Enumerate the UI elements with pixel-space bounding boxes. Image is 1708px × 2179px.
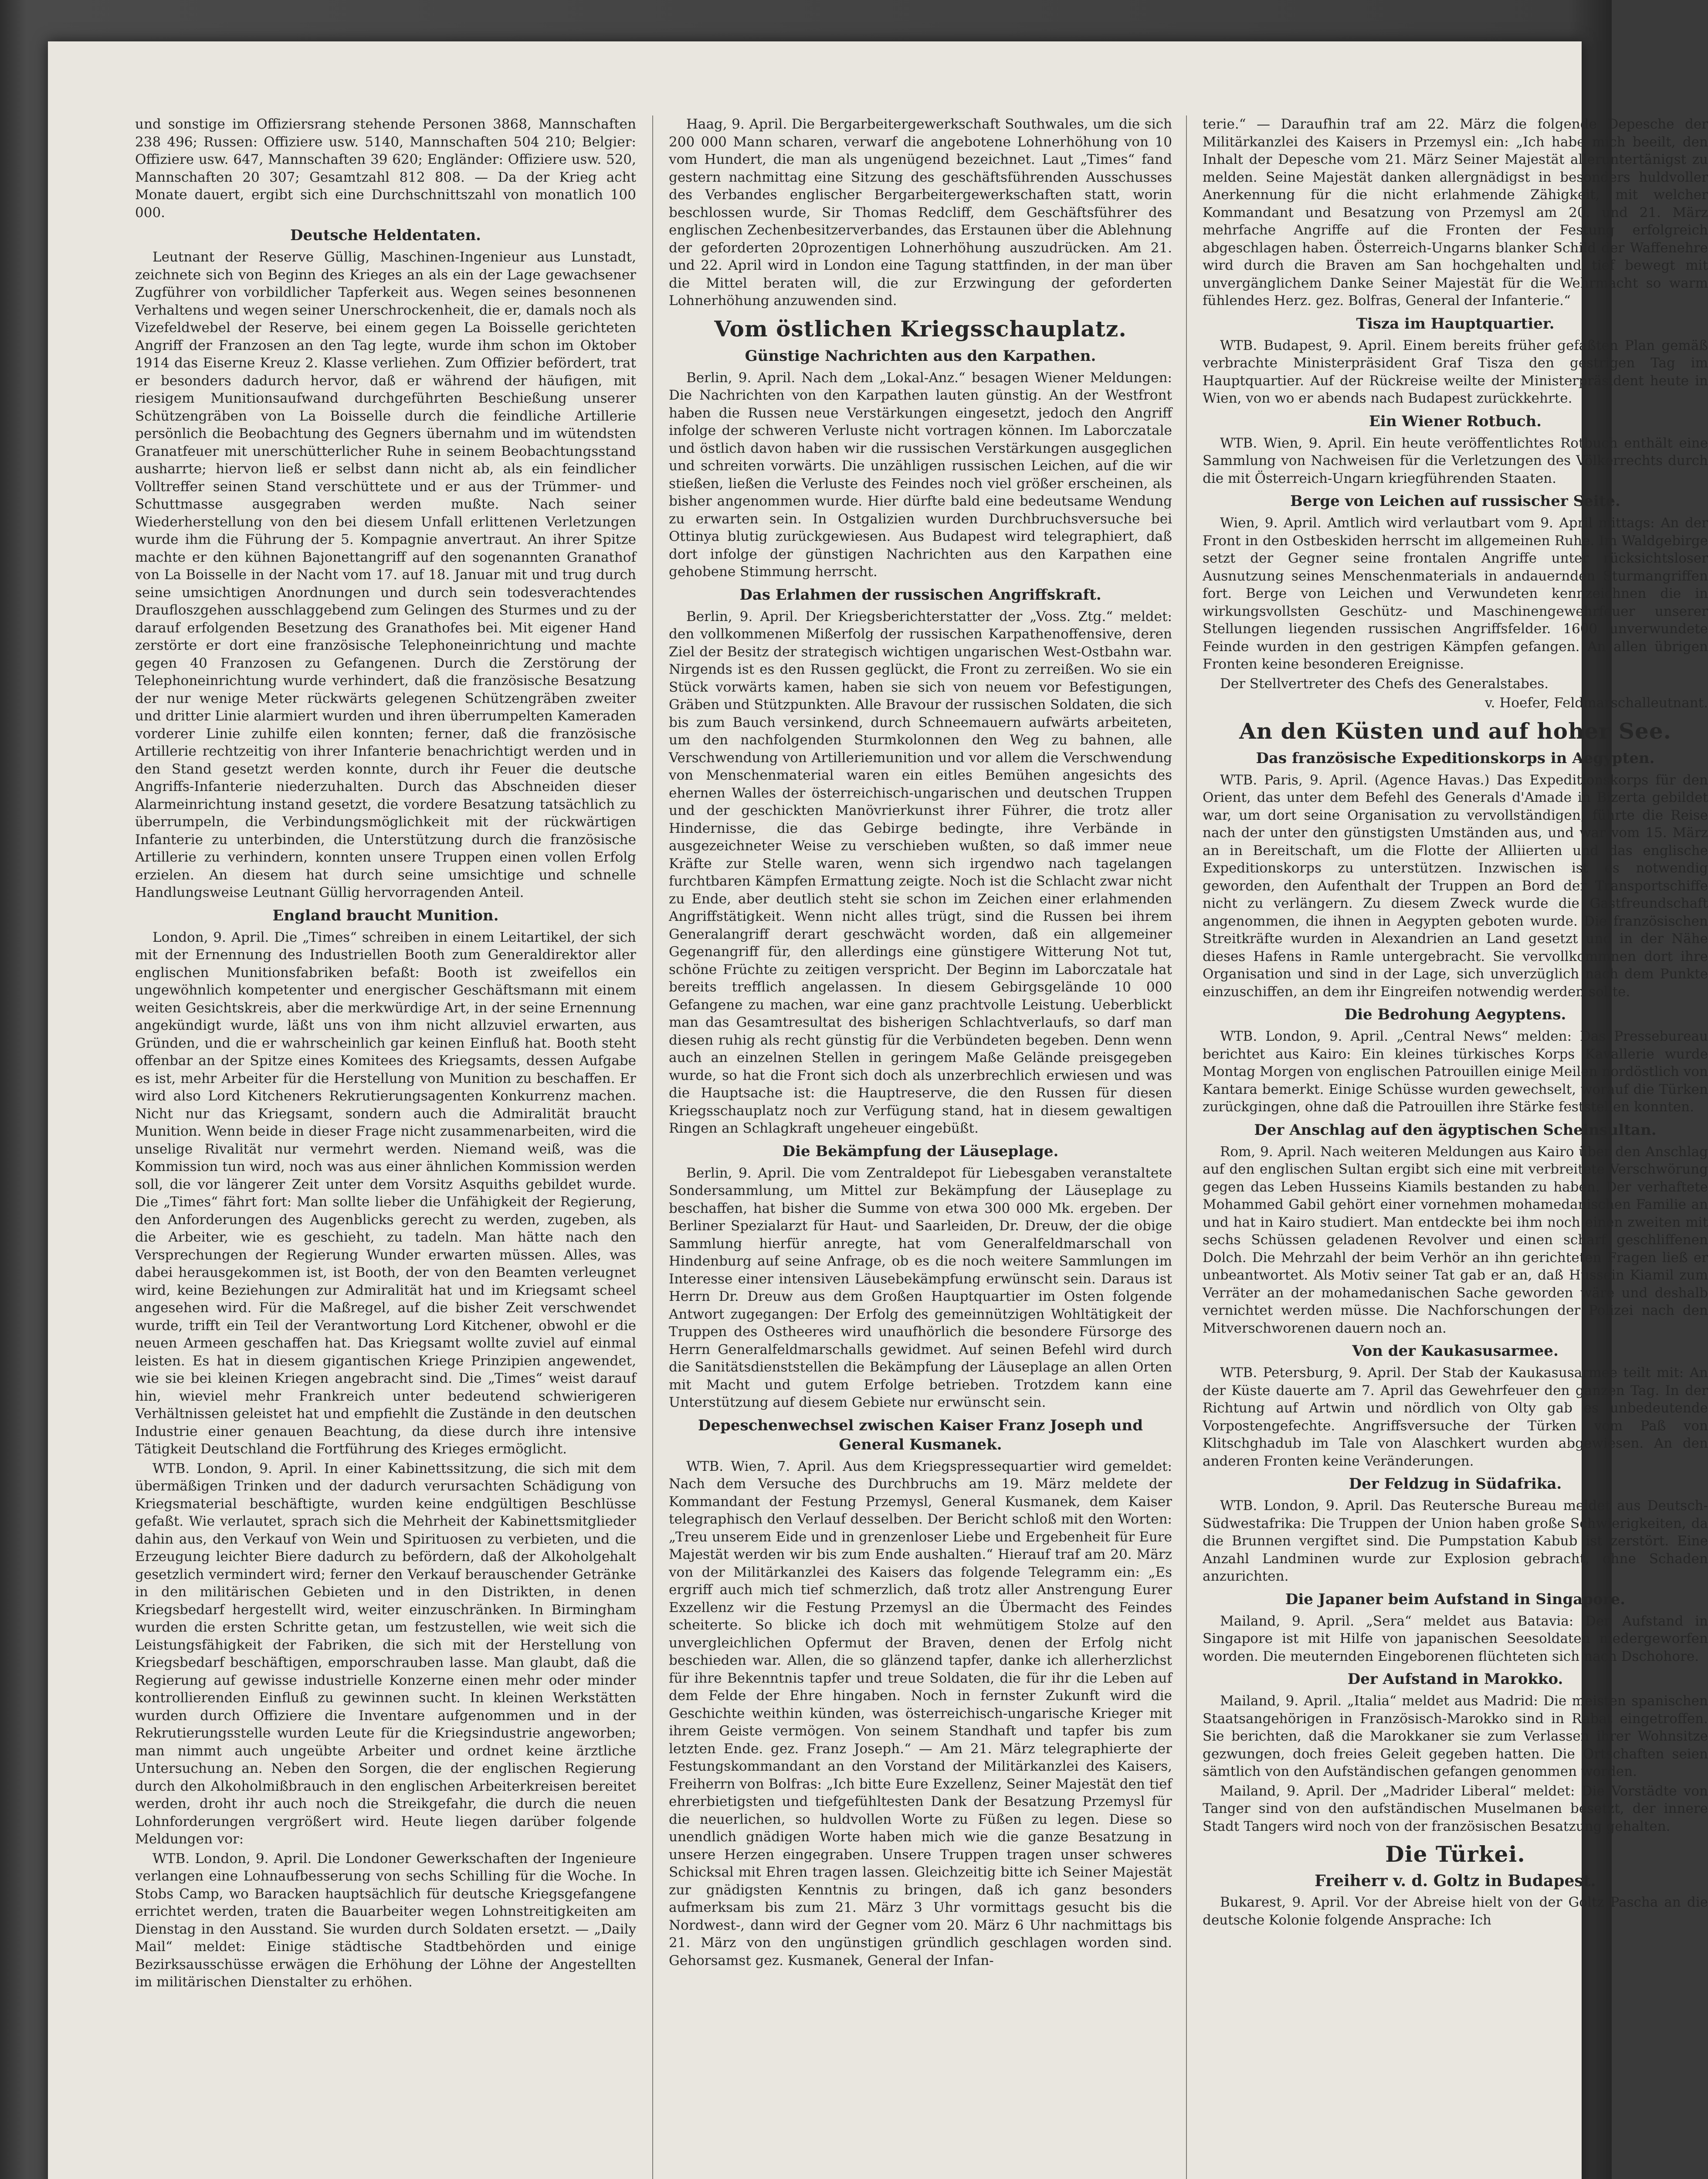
- article-paragraph: Berlin, 9. April. Nach dem „Lokal-Anz.“ besagen Wiener Meldungen: Die Nachrichten von den Karpathen lauten günstig. An der Westfront haben die Russen neue Verstärkungen eingesetzt, jedoch den Angriff infolge der schweren Verluste nicht vortragen können. Im Laborczatale und östlich davon haben wir die russischen Verstärkungen ausgeglichen und schreiten vorwärts. Die unzähligen russischen Leichen, auf die wir stießen, ließen die Verluste des Feindes noch viel größer erscheinen, als bisher angenommen wurde. Hier dürfte bald eine bedeutsame Wendung zu erwarten sein. In Ostgalizien wurden Durchbruchsversuche bei Ottinya blutig zurückgewiesen. Aus Budapest wird telegraphiert, daß dort infolge der günstigen Nachrichten aus den Karpathen eine gehobene Stimmung herrscht.: [669, 370, 1172, 580]
- article-paragraph: terie.“ — Daraufhin traf am 22. März die folgende Depesche der Militärkanzlei des Kaisers in Przemysl ein: „Ich habe mich beeilt, den Inhalt der Depesche vom 21. März Seiner Majestät alleruntertänigst zu melden. Seine Majestät danken allergnädigst in besonders huldvoller Anerkennung für die nicht erlahmende Zähigkeit, mit welcher Kommandant und Besatzung von Przemysl am 20. und 21. März mehrfache Angriffe auf die Fronten der Festung erfolgreich abgeschlagen haben. Österreich-Ungarns blanker Schild der Waffenehre wird durch die Braven am San hochgehalten und tief bewegt mit unvergänglichem Danke Seiner Majestät für die Wehrmacht so warm fühlendes Herz. gez. Bolfras, General der Infanterie.“: [1203, 116, 1708, 309]
- article-headline: Von der Kaukasusarmee.: [1352, 1342, 1559, 1360]
- article-paragraph: WTB. London, 9. April. „Central News“ melden: Das Pressebureau berichtet aus Kairo: Ein kleines türkisches Korps Kavallerie wurde Montag Morgen von englischen Patrouillen einige Meilen nordöstlich von Kantara bemerkt. Einige Schüsse wurden gewechselt, worauf die Türken zurückgingen, ohne daß die Patrouillen ihre Stärke feststellen konnten.: [1203, 1028, 1708, 1115]
- article-headline: Der Anschlag auf den ägyptischen Scheinsultan.: [1254, 1121, 1657, 1139]
- article-headline: Berge von Leichen auf russischer Seite.: [1290, 492, 1620, 510]
- article-paragraph: und sonstige im Offiziersrang stehende Personen 3868, Mannschaften 238 496; Russen: Offiziere usw. 5140, Mannschaften 504 210; Belgier: Offiziere usw. 647, Mannschaften 39 620; Engländer: Offiziere usw. 520, Mannschaften 20 307; Gesamtzahl 812 808. — Da der Krieg acht Monate dauert, ergibt sich eine Durchschnittszahl von monatlich 100 000.: [135, 116, 636, 221]
- section-heading: An den Küsten und auf hoher See.: [1239, 718, 1672, 744]
- article-paragraph: Mailand, 9. April. Der „Madrider Liberal“ meldet: Die Vorstädte von Tanger sind von den aufständischen Muselmanen besetzt, der innere Stadt Tangers wird noch von der französischen Besatzung gehalten.: [1203, 1783, 1708, 1834]
- article-paragraph: Bukarest, 9. April. Vor der Abreise hielt von der Goltz Pascha an die deutsche Kolonie folgende Ansprache: Ich: [1203, 1894, 1708, 1928]
- newspaper-page: [48, 41, 1708, 2179]
- signature-line: v. Hoefer, Feldmarschalleutnant.: [1484, 695, 1708, 711]
- article-headline: England braucht Munition.: [272, 906, 499, 924]
- article-headline: Deutsche Heldentaten.: [290, 227, 481, 244]
- article-headline: Ein Wiener Rotbuch.: [1369, 412, 1542, 430]
- article-headline: Der Feldzug in Südafrika.: [1349, 1475, 1562, 1493]
- article-paragraph: WTB. Wien, 7. April. Aus dem Kriegspressequartier wird gemeldet: Nach dem Versuche des Durchbruchs am 19. März meldete der Kommandant der Festung Przemysl, General Kusmanek, dem Kaiser telegraphisch den Verlauf desselben. Der Bericht schloß mit den Worten: „Treu unserem Eide und in grenzenloser Liebe und Ergebenheit für Eure Majestät werden wir bis zum Ende aushalten.“ Hierauf traf am 20. März von der Militärkanzlei des Kaisers das folgende Telegramm ein: „Es ergriff auch mich tief schmerzlich, daß trotz aller Anstrengung Eurer Exzellenz wir die Festung Przemysl an die Übermacht des Feindes scheiterte. So blicke ich doch mit wehmütigem Stolze auf den unvergleichlichen Opfermut der Braven, denen der Erfolg nicht beschieden war. Allen, die so glänzend tapfer, danke ich allerherzlichst für ihre Bekenntnis tapfer und treue Soldaten, die für ihr die Leben auf dem Felde der Ehre hingaben. Noch in fernster Zukunft wird die Geschichte weithin künden, was österreichisch-ungarische Krieger mit ihrem Geiste vermögen. Von seinem Standhaft und tapfer bis zum letzten Ende. gez. Franz Joseph.“ — Am 21. März telegraphierte der Festungskommandant an den Vorstand der Militärkanzlei des Kaisers, Freiherrn von Bolfras: „Ich bitte Eure Exzellenz, Seiner Majestät den tief ehrerbietigsten und tiefgefühltesten Dank der Besatzung Przemysl für die neuerlichen, so huldvollen Worte zu Füßen zu legen. Diese so unendlich gnädigen Worte haben mich wie die ganze Besatzung in unsere Herzen eingegraben. Unsere Truppen tragen unser schweres Schicksal mit Ehren tragen lassen. Gleichzeitig bitte ich Seiner Majestät zur gnädigsten Kenntnis zu bringen, daß ich ganz besonders aufmerksam bis zum 21. März 3 Uhr vormittags gesucht bis die Nordwest-, dann wird der Gegner vom 20. März 6 Uhr nachmittags bis 21. März von den ungünstigen gründlich geschlagen worden sind. Gehorsamst gez. Kusmanek, General der Infan-: [669, 1458, 1172, 1969]
- column-3: [1203, 115, 1708, 2179]
- article-paragraph: WTB. London, 9. April. Das Reutersche Bureau meldet aus Deutsch-Südwestafrika: Die Truppen der Union haben große Schwierigkeiten, da die Brunnen vergiftet sind. Die Pumpstation Kabub ist zerstört. Eine Anzahl Landminen wurde zur Explosion gebracht, ohne Schaden anzurichten.: [1203, 1498, 1708, 1584]
- article-paragraph: WTB. Paris, 9. April. (Agence Havas.) Das Expeditionskorps für den Orient, das unter dem Befehl des Generals d'Amade in Bizerta gebildet war, um dort seine Organisation zu vervollständigen, führte die Reise nach der unter den günstigsten Umständen aus, und war vom 15. März an in Bereitschaft, um die Flotte der Alliierten und das englische Expeditionskorps zu unterstützen. Inzwischen ist es notwendig geworden, den Aufenthalt der Truppen an Bord der Transportschiffe nicht zu verlängern. Zu diesem Zweck wurde die Gastfreundschaft angenommen, die ihnen in Aegypten geboten wurde. Die französischen Streitkräfte wurden in Alexandrien an Land gesetzt und in der Nähe dieses Hafens in Ramle untergebracht. Sie vervollkommnen dort ihre Organisation und sind in der Lage, sich unverzüglich nach dem Punkte einzuschiffen, an dem ihr Eingreifen notwendig werden sollte.: [1203, 772, 1708, 1000]
- article-headline: Die Bedrohung Aegyptens.: [1344, 1006, 1566, 1023]
- article-headline: Freiherr v. d. Goltz in Budapest.: [1315, 1872, 1596, 1890]
- column-1: [135, 115, 636, 2179]
- article-headline: Der Aufstand in Marokko.: [1347, 1670, 1563, 1688]
- article-paragraph: Leutnant der Reserve Güllig, Maschinen-Ingenieur aus Lunstadt, zeichnete sich von Beginn des Krieges an als ein der Lage gewachsener Zugführer von vorbildlicher Tapferkeit aus. Wegen seines besonnenen Verhaltens und wegen seiner Unerschrockenheit, die er, damals noch als Vizefeldwebel der Reserve, bei einem gegen La Boisselle gerichteten Angriff der Franzosen an den Tag legte, wurde ihm schon im Oktober 1914 das Eiserne Kreuz 2. Klasse verliehen. Zum Offizier befördert, trat er besonders dadurch hervor, daß er während der häufigen, mit riesigem Munitionsaufwand durchgeführten Beschießung unserer Schützengräben von La Boisselle durch die feindliche Artillerie persönlich die Beobachtung des Gegners übernahm und im wütendsten Granatfeuer mit unerschütterlicher Ruhe in seinem Beobachtungsstand ausharrte; hiervon ließ er selbst dann nicht ab, als ein feindlicher Volltreffer seinen Stand verschüttete und er aus der Trümmer- und Schuttmasse ausgegraben werden mußte. Nach seiner Wiederherstellung von den bei diesem Unfall erlittenen Verletzungen wurde ihm die Führung der 5. Kompagnie anvertraut. An ihrer Spitze machte er den kühnen Bajonettangriff auf den sogenannten Granathof von La Boisselle in der Nacht vom 17. auf 18. Januar mit und trug durch seine umsichtigen Anordnungen und durch sein todesverachtendes Draufloszgehen ausschlaggebend zum Gelingen des Sturmes und zu der darauf erfolgenden Besetzung des Granathofes bei. Mit eigener Hand zerstörte er dort eine französische Telephoneinrichtung und machte gegen 40 Franzosen zu Gefangenen. Durch die Zerstörung der Telephoneinrichtung wurde verhindert, daß die französische Besatzung der nur wenige Meter rückwärts gelegenen Schützengräben zweiter und dritter Linie alarmiert wurden und ihren überrumpelten Kameraden vorderer Linie zuhilfe eilen konnten; ferner, daß die französische Artillerie rechtzeitig von ihrer Infanterie benachrichtigt werden und in den Stand gesetzt werden konnte, durch ihr Feuer die deutsche Angriffs-Infanterie niederzuhalten. Durch das Abschneiden dieser Alarmeinrichtung instand gesetzt, die vordere Besatzung tatsächlich zu überrumpeln, die Verbindungsmöglichkeit mit der rückwärtigen Infanterie zu unterbinden, die Unterstützung durch die französische Artillerie zu verhindern, konnten unsere Truppen einen vollen Erfolg erzielen. An diesem hat durch seine umsichtige und schnelle Handlungsweise Leutnant Güllig hervorragenden Anteil.: [135, 249, 636, 900]
- article-paragraph: Mailand, 9. April. „Italia“ meldet aus Madrid: Die meisten spanischen Staatsangehörigen in Französisch-Marokko sind in Rabat eingetroffen. Sie berichten, daß die Marokkaner sie zum Verlassen ihrer Wohnsitze gezwungen, doch freies Geleit gegeben hatten. Die Ortschaften seien sämtlich von den Aufständischen gefangen genommen worden.: [1203, 1693, 1708, 1779]
- article-paragraph: Der Stellvertreter des Chefs des Generalstabes.: [1220, 675, 1549, 692]
- article-paragraph: London, 9. April. Die „Times“ schreiben in einem Leitartikel, der sich mit der Ernennung des Industriellen Booth zum Generaldirektor aller englischen Munitionsfabriken befaßt: Booth ist zweifellos ein ungewöhnlich kompetenter und energischer Geschäftsmann mit einem weiten Gesichtskreis, aber die merkwürdige Art, in der seine Ernennung angekündigt wurde, läßt uns von ihm nicht allzuviel erwarten, aus Gründen, und die er wahrscheinlich gar keinen Einfluß hat. Booth steht offenbar an der Spitze eines Komitees des Kriegsamts, dessen Aufgabe es ist, mehr Arbeiter für die Herstellung von Munition zu beschaffen. Er wird also Lord Kitcheners Rekrutierungsagenten Konkurrenz machen. Nicht nur das Kriegsamt, sondern auch die Admiralität braucht Munition. Wenn beide in dieser Frage nicht zusammenarbeiten, wird die unselige Rivalität nur vermehrt werden. Niemand weiß, was die Kommission tun wird, noch was aus einer ähnlichen Kommission werden soll, die vor längerer Zeit unter dem Vorsitz Asquiths gebildet wurde. Die „Times“ fährt fort: Man sollte lieber die Unfähigkeit der Regierung, den Anforderungen des Augenblicks gerecht zu werden, zugeben, als die Arbeiter, wie es geschieht, zu tadeln. Man hätte nach den Versprechungen der Regierung Wunder erwarten müssen. Alles, was dabei herausgekommen ist, ist Booth, der von den Beamten verleugnet wird, keine Beziehungen zur Admiralität hat und im Kriegsamt scheel angesehen wird. Für die Maßregel, auf die bisher Zeit verschwendet wurde, trifft ein Teil der Verantwortung Lord Kitchener, obwohl er die neuen Armeen geschaffen hat. Das Kriegsamt wollte zuviel auf einmal leisten. Es hat in diesem gigantischen Kriege Prinzipien angewendet, wie sie bei kleinen Kriegen angebracht sind. Die „Times“ weist darauf hin, wieviel mehr Frankreich unter bedeutend schwierigeren Verhältnissen geleistet hat und empfiehlt die Zustände in den deutschen Industrie einer genauen Beachtung, da diese durch ihre intensive Tätigkeit Deutschland die Fortführung des Krieges ermöglicht.: [135, 929, 636, 1457]
- article-headline: Tisza im Hauptquartier.: [1356, 315, 1555, 333]
- article-paragraph: Wien, 9. April. Amtlich wird verlautbart vom 9. April mittags: An der Front in den Ostbeskiden herrscht im allgemeinen Ruhe. Im Waldgebirge setzt der Gegner seine frontalen Angriffe unter rücksichtsloser Ausnutzung seines Menschenmaterials in andauernden Sturmangriffen fort. Berge von Leichen und Verwundeten kennzeichnen die in wirkungsvollsten Geschütz- und Maschinengewehrfeuer unserer Stellungen liegenden russischen Angriffsfelder. 1600 unverwundete Feinde wurden in den gestrigen Kämpfen gefangen. An allen übrigen Fronten keine besonderen Ereignisse.: [1203, 515, 1708, 672]
- article-paragraph: Berlin, 9. April. Die vom Zentraldepot für Liebesgaben veranstaltete Sondersammlung, um Mittel zur Bekämpfung der Läuseplage zu beschaffen, hat bisher die Summe von etwa 300 000 Mk. ergeben. Der Berliner Spezialarzt für Haut- und Saarleiden, Dr. Dreuw, der die obige Sammlung hierfür anregte, hat vom Generalfeldmarschall von Hindenburg auf seine Anfrage, ob es die noch weitere Sammlungen im Interesse einer intensiven Läusebekämpfung erwünscht sein. Daraus ist Herrn Dr. Dreuw aus dem Großen Hauptquartier im Osten folgende Antwort zugegangen: Der Erfolg des gemeinnützigen Wohltätigkeit der Truppen des Ostheeres wird unaufhörlich die besondere Fürsorge des Herrn Generalfeldmarschalls gewidmet. Auf seinen Befehl wird durch die Sanitätsdienststellen die Bekämpfung der Läuseplage an allen Orten mit Macht und gutem Erfolge betrieben. Trotzdem kann eine Unterstützung auf diesem Gebiete nur erwünscht sein.: [669, 1165, 1172, 1410]
- article-paragraph: WTB. Wien, 9. April. Ein heute veröffentlichtes Rotbuch enthält eine Sammlung von Nachweisen für die Verletzungen des Völkerrechts durch die mit Österreich-Ungarn kriegführenden Staaten.: [1203, 435, 1708, 486]
- article-paragraph: Mailand, 9. April. „Sera“ meldet aus Batavia: Der Aufstand in Singapore ist mit Hilfe von japanischen Seesoldaten niedergeworfen worden. Die meuternden Eingeborenen flüchteten sich nach Dschohore.: [1203, 1613, 1708, 1664]
- article-headline: Depeschenwechsel zwischen Kaiser Franz Joseph und General Kusmanek.: [698, 1416, 1143, 1453]
- section-heading: Die Türkei.: [1385, 1841, 1525, 1867]
- article-headline: Das Erlahmen der russischen Angriffskraft.: [739, 586, 1101, 604]
- article-paragraph: Berlin, 9. April. Der Kriegsberichterstatter der „Voss. Ztg.“ meldet: den vollkommenen Mißerfolg der russischen Karpathenoffensive, deren Ziel der Besitz der strategisch wichtigen ungarischen West-Ostbahn war. Nirgends ist es den Russen geglückt, die Front zu zerreißen. Wo sie ein Stück vorwärts kamen, haben sie sich von neuem vor Befestigungen, Gräben und Stützpunkten. Alle Bravour der russischen Soldaten, die sich bis zum Bauch versinkend, durch Schneemauern aufwärts arbeiteten, um den nachfolgenden Sturmkolonnen den Weg zu bahnen, alle Verschwendung von Artilleriemunition und vor allem die Verschwendung von Menschenmaterial waren ein eitles Bemühen angesichts des ehernen Walles der österreichisch-ungarischen und deutschen Truppen und der geschickten Manövrierkunst ihrer Führer, die trotz aller Hindernisse, die das Gebirge bedingte, ihre Verbände in ausgezeichneter Weise zu verschieben wußten, so daß immer neue Kräfte zur Stelle waren, wenn sich irgendwo nach tagelangen furchtbaren Kämpfen Ermattung zeigte. Noch ist die Schlacht zwar nicht zu Ende, aber deutlich steht sie schon im Zeichen einer erlahmenden Angriffstätigkeit. Wenn nicht alles trügt, sind die Russen bei ihrem Generalangriff derart geschwächt worden, daß ein allgemeiner Gegenangriff für, den allerdings eine günstigere Witterung Not tut, schöne Früchte zu zeitigen verspricht. Der Beginn im Laborczatale hat bereits trefflich angelassen. In diesem Gebirgsgelände 10 000 Gefangene zu machen, war eine ganz prachtvolle Leistung. Ueberblickt man das Gesamtresultat des bisherigen Schlachtverlaufs, so darf man diesen ruhig als recht günstig für die Verbündeten begeben. Denn wenn auch an einzelnen Stellen in geringem Maße Gelände preisgegeben wurde, so hat die Front sich doch als unzerbrechlich erwiesen und was die Hauptsache ist: die Hauptreserve, die den Russen für diesen Kriegsschauplatz noch zur Verfügung stand, hat in diesem gewaltigen Ringen an Schlagkraft ungeheuer eingebüßt.: [669, 608, 1173, 1136]
- section-heading: Vom östlichen Kriegsschauplatz.: [714, 316, 1127, 342]
- article-paragraph: WTB. London, 9. April. Die Londoner Gewerkschaften der Ingenieure verlangen eine Lohnaufbesserung von sechs Schilling für die Woche. In Stobs Camp, wo Baracken hauptsächlich für deutsche Kriegsgefangene errichtet werden, traten die Bauarbeiter wegen Lohnstreitigkeiten am Dienstag in den Ausstand. Sie wurden durch Soldaten ersetzt. — „Daily Mail“ meldet: Einige städtische Stadtbehörden und einige Bezirksausschüsse erwägen die Erhöhung der Löhne der Angestellten im militärischen Dienstalter zu erhöhen.: [135, 1850, 636, 1990]
- article-paragraph: Haag, 9. April. Die Bergarbeitergewerkschaft Southwales, um die sich 200 000 Mann scharen, verwarf die angebotene Lohnerhöhung von 10 vom Hundert, die man als ungenügend bezeichnet. Laut „Times“ fand gestern nachmittag eine Sitzung des geschäftsführenden Ausschusses des Verbandes englischer Bergarbeitergewerkschaften statt, worin beschlossen wurde, Sir Thomas Redcliff, dem Geschäftsführer des englischen Zechenbesitzerverbandes, das Erstaunen über die Ablehnung der geforderten 20prozentigen Lohnerhöhung auszudrücken. Am 21. und 22. April wird in London eine Tagung stattfinden, in der man über die Mittel beraten will, die zur Erzwingung der geforderten Lohnerhöhung anzuwenden sind.: [669, 116, 1172, 309]
- column-rule: [1186, 115, 1187, 2179]
- article-paragraph: WTB. London, 9. April. In einer Kabinettssitzung, die sich mit dem übermäßigen Trinken und der dadurch verursachten Schädigung von Kriegsmaterial beschäftigte, wurden keine endgültigen Beschlüsse gefaßt. Wie verlautet, sprach sich die Mehrheit der Kabinettsmitglieder dahin aus, den Verkauf von Wein und Spirituosen zu verbieten, und die Erzeugung leichter Biere dadurch zu befördern, daß der Alkoholgehalt gesetzlich vermindert wird; ferner den Verkauf berauschender Getränke in den militärischen Gebieten und in den Distrikten, in denen Kriegsbedarf hergestellt wird, weiter einzuschränken. In Birmingham wurden die ersten Schritte getan, um festzustellen, wie weit sich die Leistungsfähigkeit der Fabriken, die sich mit der Herstellung von Kriegsbedarf beschäftigen, emporschrauben lasse. Man glaubt, daß die Regierung auf gewisse industrielle Konzerne einen mehr oder minder kontrollierenden Einfluß zu gewinnen sucht. In kleinen Werkstätten wurden durch Offiziere die Inventare aufgenommen und in der Rekrutierungsstelle wurden Leute für die Kriegsindustrie angeworben; man nimmt auch ungeübte Arbeiter und ordnet keine ärztliche Untersuchung an. Neben den Sorgen, die der englischen Regierung durch den Alkoholmißbrauch in den englischen Arbeiterkreisen bereitet werden, droht ihr auch noch die Streikgefahr, die durch die neuen Lohnforderungen vergrößert wird. Heute liegen darüber folgende Meldungen vor:: [135, 1460, 636, 1847]
- article-headline: Das französische Expeditionskorps in Aegypten.: [1256, 749, 1655, 767]
- article-headline: Die Bekämpfung der Läuseplage.: [782, 1142, 1059, 1160]
- article-paragraph: WTB. Petersburg, 9. April. Der Stab der Kaukasusarmee teilt mit: An der Küste dauerte am 7. April das Gewehrfeuer den ganzen Tag. In der Richtung auf Artwin und nördlich von Olty gab es unbedeutende Vorpostengefechte. Angriffsversuche der Türken vom Paß von Klitschghadub im Tale von Alaschkert wurden abgewiesen. An den anderen Fronten keine Veränderungen.: [1203, 1365, 1708, 1469]
- column-2: [669, 115, 1172, 2179]
- article-headline: Die Japaner beim Aufstand in Singapore.: [1285, 1590, 1626, 1608]
- article-headline: Günstige Nachrichten aus den Karpathen.: [745, 347, 1096, 365]
- article-paragraph: Rom, 9. April. Nach weiteren Meldungen aus Kairo über den Anschlag auf den englischen Sultan ergibt sich eine mit verbreitete Verschwörung gegen das Leben Husseins Kiamils bestanden zu haben. Der verhaftete Mohammed Gabil gehört einer vornehmen mohamedanischen Familie an und hat in Kairo studiert. Man entdeckte bei ihm noch einen zweiten mit sechs Schüssen geladenen Revolver und einen scharf geschliffenen Dolch. Die Mehrzahl der beim Verhör an ihn gerichteten Fragen ließ er unbeantwortet. Als Motiv seiner Tat gab er an, daß Hussein Kiamil zum Verräter an der mohamedanischen Sache geworden wäre und deshalb vernichtet werden müsse. Die Nachforschungen der Polizei nach den Mitverschworenen dauern noch an.: [1203, 1144, 1708, 1336]
- column-rule: [652, 115, 653, 2179]
- article-paragraph: WTB. Budapest, 9. April. Einem bereits früher gefaßten Plan gemäß verbrachte Ministerpräsident Graf Tisza den gestrigen Tag im Hauptquartier. Auf der Rückreise weilte der Ministerpräsident heute in Wien, von wo er abends nach Budapest zurückkehrte.: [1203, 337, 1708, 406]
